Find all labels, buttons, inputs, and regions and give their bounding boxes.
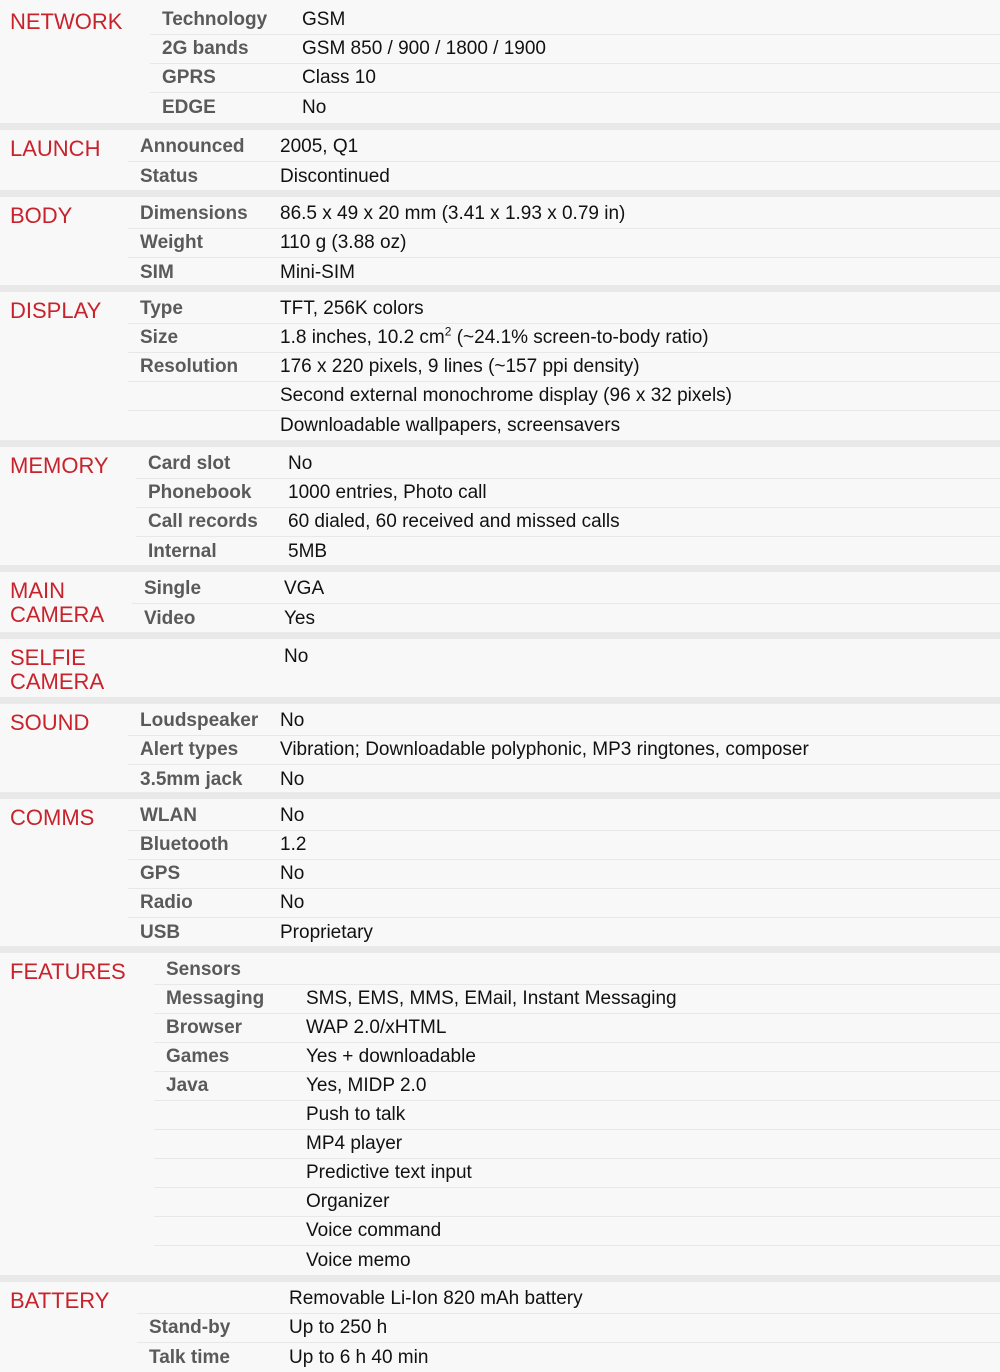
spec-value-text: No bbox=[280, 892, 305, 913]
section-title: MAIN CAMERA bbox=[10, 578, 105, 627]
spec-value bbox=[280, 710, 1000, 732]
spec-value-text: Discontinued bbox=[280, 165, 390, 187]
spec-row bbox=[150, 35, 1000, 64]
spec-row bbox=[132, 642, 1000, 671]
spec-label: Type bbox=[140, 298, 183, 319]
spec-value bbox=[306, 1220, 1000, 1242]
spec-row bbox=[154, 1043, 1000, 1072]
spec-value-text: Yes + downloadable bbox=[306, 1046, 476, 1067]
spec-row bbox=[128, 200, 1000, 229]
spec-row bbox=[154, 1217, 1000, 1246]
spec-value bbox=[280, 262, 1000, 284]
spec-row bbox=[128, 707, 1000, 736]
spec-value-text: 2005, Q1 bbox=[280, 136, 359, 157]
spec-value bbox=[288, 511, 1000, 533]
spec-label: Single bbox=[144, 578, 202, 599]
spec-rows bbox=[128, 707, 1000, 792]
spec-row bbox=[136, 479, 1000, 508]
spec-value bbox=[280, 863, 1000, 885]
spec-value bbox=[306, 1104, 1000, 1126]
spec-value-text: 86.5 x 49 x 20 mm (3.41 x 1.93 x 0.79 in) bbox=[280, 203, 626, 224]
spec-row bbox=[136, 450, 1000, 479]
spec-label: Java bbox=[166, 1075, 209, 1096]
spec-value bbox=[306, 1046, 1000, 1068]
spec-row bbox=[128, 860, 1000, 889]
spec-label: EDGE bbox=[162, 96, 216, 118]
spec-value bbox=[280, 739, 1000, 761]
spec-rows bbox=[150, 6, 1000, 123]
spec-label: Phonebook bbox=[148, 482, 252, 503]
spec-rows bbox=[132, 642, 1000, 697]
spec-label: Messaging bbox=[166, 988, 265, 1009]
spec-value bbox=[280, 922, 1000, 944]
spec-row bbox=[154, 1159, 1000, 1188]
spec-label: Sensors bbox=[166, 959, 241, 980]
section-launch bbox=[0, 130, 1000, 197]
spec-value bbox=[284, 608, 1000, 630]
spec-row bbox=[154, 1130, 1000, 1159]
spec-value-text: 1000 entries, Photo call bbox=[288, 482, 487, 503]
section-selfie-camera bbox=[0, 639, 1000, 704]
spec-value-text: 176 x 220 pixels, 9 lines (~157 ppi density) bbox=[280, 356, 640, 377]
spec-value bbox=[280, 356, 1000, 378]
spec-value bbox=[284, 578, 1000, 600]
spec-row bbox=[136, 508, 1000, 537]
section-display bbox=[0, 292, 1000, 447]
spec-label: Card slot bbox=[148, 453, 231, 474]
spec-row bbox=[137, 1314, 1000, 1343]
spec-row bbox=[154, 1188, 1000, 1217]
spec-row bbox=[132, 575, 1000, 604]
spec-value-text: No bbox=[280, 768, 305, 790]
spec-row bbox=[137, 1343, 1000, 1372]
spec-label: Stand-by bbox=[149, 1317, 231, 1338]
spec-value-text: No bbox=[302, 96, 327, 118]
spec-label: Size bbox=[140, 327, 179, 348]
spec-value-text: Class 10 bbox=[302, 67, 376, 88]
spec-label: GPS bbox=[140, 863, 181, 884]
spec-row bbox=[128, 918, 1000, 947]
spec-value bbox=[280, 298, 1000, 320]
spec-value bbox=[280, 769, 1000, 791]
spec-label: 2G bands bbox=[162, 38, 249, 59]
section-title: LAUNCH bbox=[10, 136, 101, 161]
spec-value bbox=[306, 1017, 1000, 1039]
spec-value bbox=[306, 1133, 1000, 1155]
spec-label: GPRS bbox=[162, 67, 216, 88]
spec-row bbox=[128, 229, 1000, 258]
spec-value-text: Predictive text input bbox=[306, 1162, 472, 1183]
spec-value bbox=[289, 1347, 1000, 1369]
spec-value bbox=[288, 453, 1000, 475]
spec-label: Status bbox=[140, 165, 199, 187]
spec-row bbox=[128, 765, 1000, 794]
spec-value-suffix: (~24.1% screen-to-body ratio) bbox=[451, 327, 709, 348]
spec-rows bbox=[128, 133, 1000, 190]
spec-rows bbox=[132, 575, 1000, 632]
spec-row bbox=[128, 133, 1000, 162]
section-title: BATTERY bbox=[10, 1288, 110, 1313]
spec-value-text: No bbox=[288, 453, 313, 474]
spec-value-text: VGA bbox=[284, 578, 325, 599]
spec-value bbox=[280, 136, 1000, 158]
spec-value bbox=[302, 38, 1000, 60]
spec-value bbox=[280, 385, 1000, 407]
spec-value-text: GSM 850 / 900 / 1800 / 1900 bbox=[302, 38, 547, 59]
spec-value bbox=[306, 1162, 1000, 1184]
spec-label: Radio bbox=[140, 892, 193, 913]
spec-rows bbox=[128, 200, 1000, 285]
spec-row bbox=[150, 6, 1000, 35]
section-title: NETWORK bbox=[10, 9, 123, 34]
spec-value-text: Removable Li-Ion 820 mAh battery bbox=[289, 1288, 583, 1309]
spec-row bbox=[154, 1014, 1000, 1043]
spec-row bbox=[128, 324, 1000, 353]
spec-row bbox=[128, 889, 1000, 918]
spec-row bbox=[150, 93, 1000, 122]
spec-value-text: Up to 250 h bbox=[289, 1317, 388, 1338]
spec-row bbox=[132, 604, 1000, 633]
spec-value-text: 60 dialed, 60 received and missed calls bbox=[288, 511, 620, 532]
spec-value-text: Vibration; Downloadable polyphonic, MP3 ringtones, composer bbox=[280, 739, 809, 760]
section-title: BODY bbox=[10, 203, 73, 228]
spec-label: Browser bbox=[166, 1017, 243, 1038]
spec-value bbox=[288, 541, 1000, 563]
spec-rows bbox=[154, 956, 1000, 1275]
section-title: COMMS bbox=[10, 805, 95, 830]
spec-row bbox=[136, 537, 1000, 566]
spec-value-text: Yes bbox=[284, 607, 315, 629]
spec-label: Video bbox=[144, 607, 196, 629]
spec-value-text: TFT, 256K colors bbox=[280, 298, 424, 319]
spec-value-text: GSM bbox=[302, 9, 346, 30]
spec-label: Loudspeaker bbox=[140, 710, 259, 731]
spec-value-text: 1.8 inches, 10.2 cm bbox=[280, 327, 445, 348]
spec-value bbox=[302, 67, 1000, 89]
spec-value-text: Organizer bbox=[306, 1191, 390, 1212]
spec-rows bbox=[136, 450, 1000, 565]
spec-value bbox=[306, 1075, 1000, 1097]
spec-value bbox=[280, 415, 1000, 437]
section-battery bbox=[0, 1282, 1000, 1371]
spec-value-text: 5MB bbox=[288, 540, 328, 562]
spec-row bbox=[128, 831, 1000, 860]
section-title: SOUND bbox=[10, 710, 90, 735]
spec-value-superscript: 2 bbox=[444, 324, 452, 339]
spec-rows bbox=[137, 1285, 1000, 1371]
spec-value-text: No bbox=[284, 645, 309, 667]
spec-row bbox=[128, 802, 1000, 831]
spec-value-text: No bbox=[280, 863, 305, 884]
spec-label: Dimensions bbox=[140, 203, 248, 224]
section-title: MEMORY bbox=[10, 453, 109, 478]
spec-value-text: No bbox=[280, 805, 305, 826]
section-network bbox=[0, 0, 1000, 130]
spec-value bbox=[280, 232, 1000, 254]
spec-value bbox=[280, 892, 1000, 914]
spec-row bbox=[128, 736, 1000, 765]
spec-value-text: Downloadable wallpapers, screensavers bbox=[280, 414, 621, 436]
spec-value bbox=[280, 805, 1000, 827]
spec-row bbox=[154, 985, 1000, 1014]
spec-value bbox=[289, 1288, 1000, 1310]
spec-rows bbox=[128, 295, 1000, 440]
spec-label: USB bbox=[140, 921, 181, 943]
spec-value-text: 1.2 bbox=[280, 834, 307, 855]
spec-value bbox=[284, 646, 1000, 668]
spec-value-text: No bbox=[280, 710, 305, 731]
section-features bbox=[0, 953, 1000, 1282]
spec-value bbox=[302, 97, 1000, 119]
spec-label: Bluetooth bbox=[140, 834, 229, 855]
spec-row bbox=[150, 64, 1000, 93]
section-title: DISPLAY bbox=[10, 298, 102, 323]
spec-row bbox=[128, 353, 1000, 382]
section-title: FEATURES bbox=[10, 959, 126, 984]
spec-value bbox=[280, 324, 1000, 349]
spec-label: Alert types bbox=[140, 739, 239, 760]
spec-value-text: MP4 player bbox=[306, 1133, 403, 1154]
spec-label: Announced bbox=[140, 136, 245, 157]
spec-label: WLAN bbox=[140, 805, 197, 826]
spec-value-text: Yes, MIDP 2.0 bbox=[306, 1075, 427, 1096]
spec-label: Talk time bbox=[149, 1346, 230, 1368]
spec-row bbox=[154, 1072, 1000, 1101]
spec-row bbox=[128, 382, 1000, 411]
section-comms bbox=[0, 799, 1000, 953]
spec-label: SIM bbox=[140, 261, 174, 283]
spec-value-text: Push to talk bbox=[306, 1104, 406, 1125]
spec-row bbox=[154, 956, 1000, 985]
spec-value bbox=[280, 834, 1000, 856]
spec-value-text: Mini-SIM bbox=[280, 261, 355, 283]
spec-value bbox=[306, 1250, 1000, 1272]
spec-row bbox=[128, 162, 1000, 191]
spec-value-text: SMS, EMS, MMS, EMail, Instant Messaging bbox=[306, 988, 677, 1009]
spec-label: Call records bbox=[148, 511, 258, 532]
spec-row bbox=[128, 258, 1000, 287]
spec-row bbox=[137, 1285, 1000, 1314]
spec-label: 3.5mm jack bbox=[140, 768, 243, 790]
spec-label: Internal bbox=[148, 540, 217, 562]
spec-label: Games bbox=[166, 1046, 230, 1067]
spec-row bbox=[154, 1101, 1000, 1130]
spec-value bbox=[306, 988, 1000, 1010]
spec-row bbox=[128, 411, 1000, 440]
spec-value-text: Proprietary bbox=[280, 921, 373, 943]
section-title: SELFIE CAMERA bbox=[10, 645, 105, 694]
spec-value bbox=[302, 9, 1000, 31]
spec-label: Weight bbox=[140, 232, 203, 253]
spec-row bbox=[128, 295, 1000, 324]
section-main-camera bbox=[0, 572, 1000, 639]
spec-value bbox=[288, 482, 1000, 504]
spec-label: Technology bbox=[162, 9, 268, 30]
section-body bbox=[0, 197, 1000, 292]
section-memory bbox=[0, 447, 1000, 572]
spec-value-text: 110 g (3.88 oz) bbox=[280, 232, 407, 253]
spec-row bbox=[154, 1246, 1000, 1275]
spec-value bbox=[280, 166, 1000, 188]
spec-rows bbox=[128, 802, 1000, 946]
spec-value bbox=[280, 203, 1000, 225]
spec-value-text: Voice memo bbox=[306, 1249, 411, 1271]
spec-value-text: Up to 6 h 40 min bbox=[289, 1346, 429, 1368]
spec-value bbox=[306, 1191, 1000, 1213]
spec-value-text: Voice command bbox=[306, 1220, 442, 1241]
spec-value-text: WAP 2.0/xHTML bbox=[306, 1017, 447, 1038]
spec-value bbox=[289, 1317, 1000, 1339]
spec-label: Resolution bbox=[140, 356, 239, 377]
spec-value-text: Second external monochrome display (96 x 32 pixels) bbox=[280, 385, 733, 406]
section-sound bbox=[0, 704, 1000, 799]
